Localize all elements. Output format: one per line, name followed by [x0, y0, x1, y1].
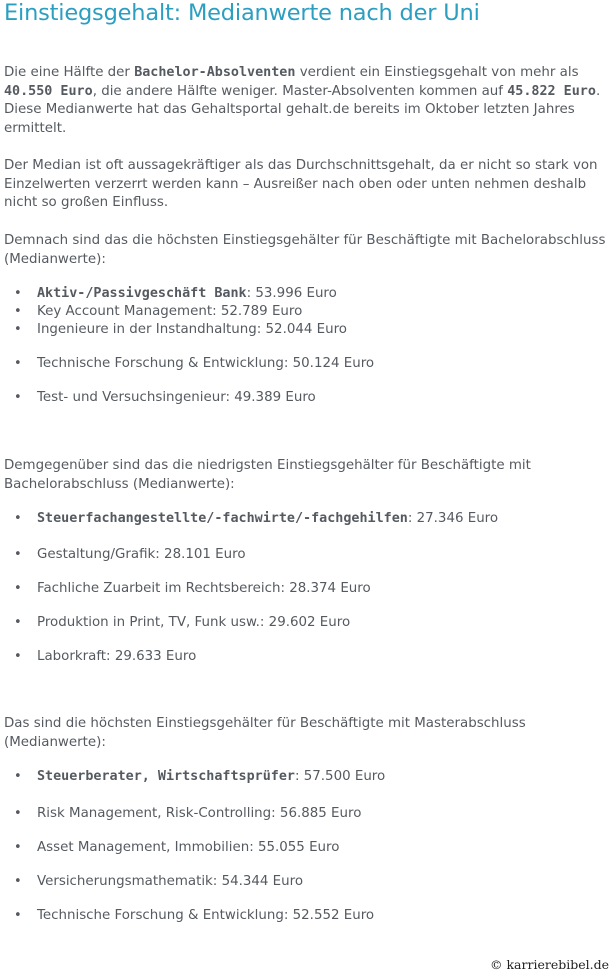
bullet-icon: • [14, 304, 22, 319]
bullet-icon: • [14, 356, 22, 371]
bachelor-low-heading: Demgegenüber sind das die niedrigsten Einstiegsgehälter für Beschäftigte mit Bachelorabschluss (Medianwerte): [4, 458, 531, 492]
list-item: • Key Account Management: 52.789 Euro [14, 304, 303, 319]
list-item: • Technische Forschung & Entwicklung: 52.552 Euro [14, 908, 375, 923]
bachelor-salary-highlight: 40.550 Euro [4, 83, 93, 99]
bachelor-high-heading: Demnach sind das die höchsten Einstiegsgehälter für Beschäftigte mit Bachelorabschluss (Medianwerte): [4, 233, 606, 267]
bachelor-highlight: Bachelor-Absolventen [134, 65, 296, 80]
bullet-icon: • [14, 769, 22, 784]
list-item: • Risk Management, Risk-Controlling: 56.885 Euro [14, 806, 362, 821]
list-item: • Aktiv-/Passivgeschäft Bank: 53.996 Euro [14, 286, 337, 301]
master-high-heading: Das sind die höchsten Einstiegsgehälter für Beschäftigte mit Masterabschluss (Medianwerte): [4, 716, 526, 750]
bullet-icon: • [14, 649, 22, 664]
list-item: • Asset Management, Immobilien: 55.055 Euro [14, 840, 340, 855]
master-salary-highlight: 45.822 Euro [507, 83, 596, 99]
list-item: • Test- und Versuchsingenieur: 49.389 Euro [14, 390, 316, 405]
bullet-icon: • [14, 390, 22, 405]
bullet-icon: • [14, 874, 22, 889]
list-item: • Laborkraft: 29.633 Euro [14, 649, 197, 664]
list-item: • Produktion in Print, TV, Funk usw.: 29.602 Euro [14, 615, 351, 630]
intro-paragraph: Die eine Hälfte der Bachelor-Absolventen verdient ein Einstiegsgehalt von mehr als 40.550 Euro, die andere Hälfte weniger. Master-Absolventen kommen auf 45.822 Euro. Diese Medianwerte hat das Gehaltsportal gehalt.de bereits im Oktober letzten Jahres ermittelt. [4, 65, 601, 136]
bullet-icon: • [14, 806, 22, 821]
list-item: • Technische Forschung & Entwicklung: 50.124 Euro [14, 356, 375, 371]
list-item: • Steuerfachangestellte/-fachwirte/-fachgehilfen: 27.346 Euro [14, 511, 499, 526]
bullet-icon: • [14, 615, 22, 630]
list-item: • Gestaltung/Grafik: 28.101 Euro [14, 547, 246, 562]
list-item: • Versicherungsmathematik: 54.344 Euro [14, 874, 304, 889]
bullet-icon: • [14, 547, 22, 562]
list-item: • Fachliche Zuarbeit im Rechtsbereich: 28.374 Euro [14, 581, 371, 596]
median-explanation: Der Median ist oft aussagekräftiger als das Durchschnittsgehalt, da er nicht so stark von Einzelwerten verzerrt werden kann – Ausreißer nach oben oder unten nehmen deshalb nicht so großen Einfluss. [4, 158, 598, 210]
bullet-icon: • [14, 908, 22, 923]
bullet-icon: • [14, 581, 22, 596]
page-title: Einstiegsgehalt: Medianwerte nach der Uni [4, 0, 480, 26]
copyright-notice: © karrierebibel.de [490, 957, 609, 972]
list-item: • Steuerberater, Wirtschaftsprüfer: 57.500 Euro [14, 769, 386, 784]
bullet-icon: • [14, 322, 22, 337]
list-item: • Ingenieure in der Instandhaltung: 52.044 Euro [14, 322, 347, 337]
bullet-icon: • [14, 840, 22, 855]
bullet-icon: • [14, 511, 22, 526]
bullet-icon: • [14, 286, 22, 301]
